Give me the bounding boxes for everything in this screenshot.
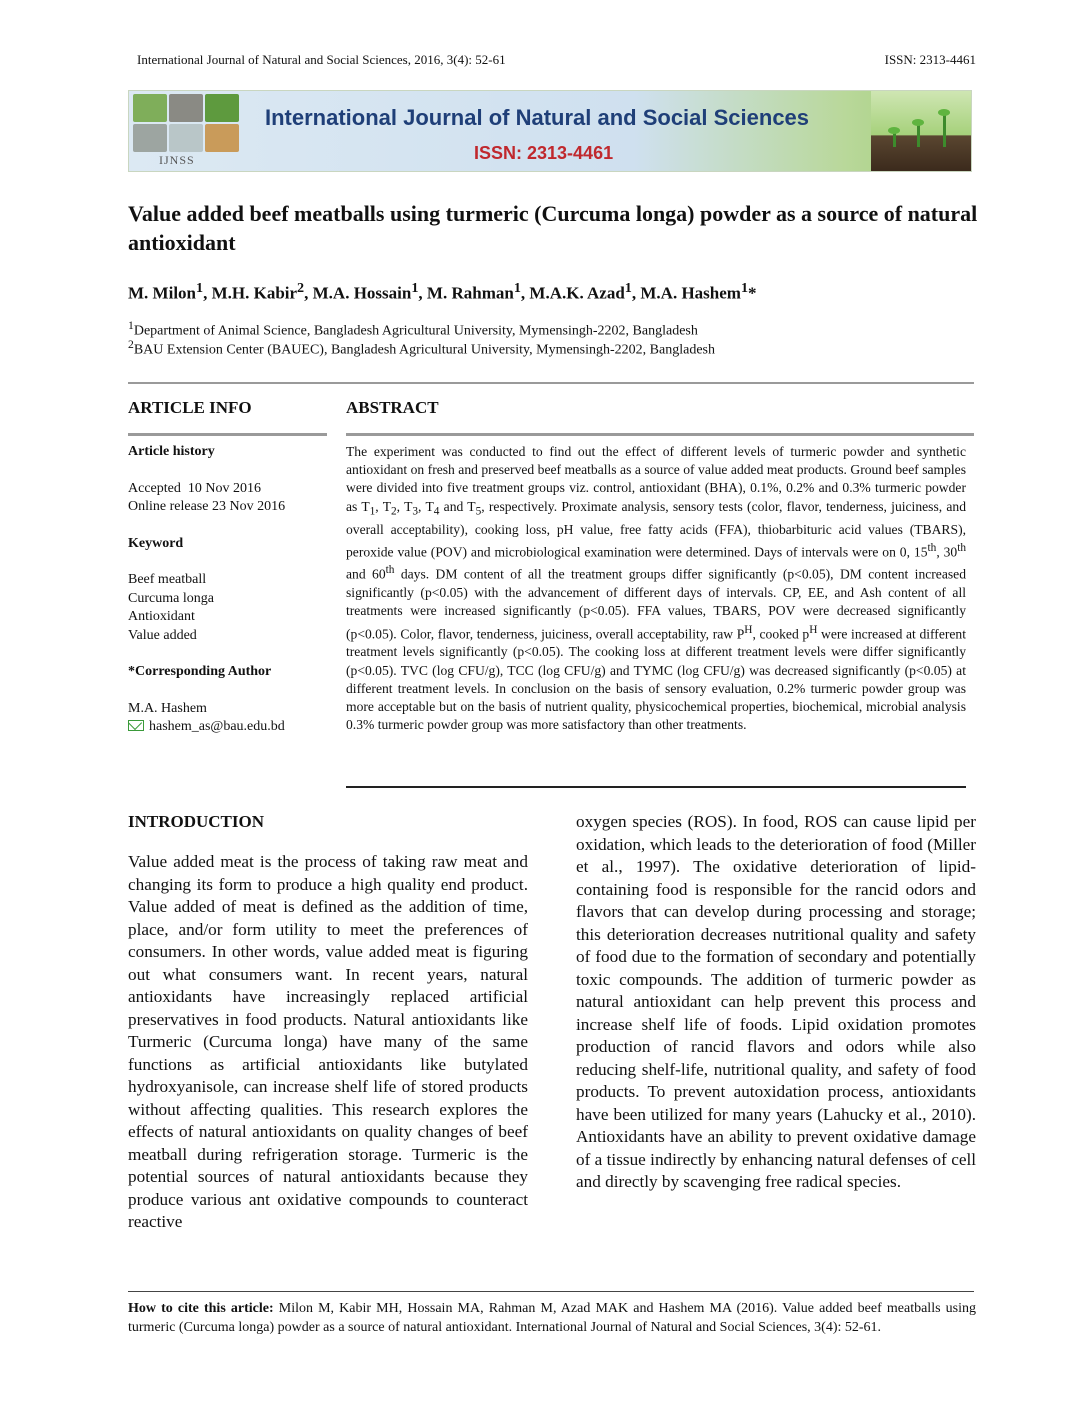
keyword-item: Antioxidant bbox=[128, 609, 195, 624]
affiliation-2-text: BAU Extension Center (BAUEC), Bangladesh Agricultural University, Mymensingh-2202, Bangladesh bbox=[133, 342, 715, 358]
abstract-heading: ABSTRACT bbox=[346, 398, 439, 417]
abstract-text: The experiment was conducted to find out the effect of different levels of turmeric powder and synthetic antioxidant on fresh and preserved beef meatballs as a source of value added meat products. Ground beef samples were divided into five treatment groups viz. control, antioxidant (BHA), 0.1%, 0.2% and 0.3% turmeric powder as $T_1$, $T_2$, $T_3$, $T_4$ and $T_5$, respectively. Proximate analysis, sensory tests (color, flavor, tenderness, juiciness, and overall acceptability), cooking loss, pH value, free fatty acids (FFA), thiobarbituric acid values (TBARS), peroxide value (POV) and microbiological examination were determined. Days of intervals were on 0, 15th, 30th and 60th days. DM content of all the treatment groups differ significantly (p<0.05), DM content increased significantly (p<0.05) with the advancement of different days of intervals. CP, EE, and Ash content of all treatments were increased significantly (p<0.05). FFA values, TBARS, POV were decreased significantly (p<0.05). Color, flavor, tenderness, juiciness, overall acceptability, raw $P^H$, cooked $p^H$ were increased at different treatment levels significantly (p<0.05). The cooking loss at different treatment levels were differ significantly (p<0.05). TVC (log CFU/g), TCC (log CFU/g) and TYMC (log CFU/g) was decreased significantly (p<0.05) at different treatment levels. In conclusion on the basis of sensory evaluation, 0.2% turmeric powder group was more acceptable but on the basis of nutrient quality, physicochemical properties, biochemical, microbial analysis 0.3% turmeric powder group was more satisfactory than other treatments. bbox=[346, 444, 967, 733]
affiliation-2: $^2$BAU Extension Center (BAUEC), Bangladesh Agricultural University, Mymensingh-2202, Bangladesh bbox=[128, 338, 715, 358]
keyword-item: Beef meatball bbox=[128, 572, 207, 587]
banner-issn: ISSN: 2313-4461 bbox=[474, 143, 614, 163]
abstract-end-rule bbox=[346, 786, 966, 788]
divider-top bbox=[128, 382, 974, 384]
corresponding-heading: *Corresponding Author bbox=[128, 664, 272, 679]
corresponding-name: M.A. Hashem bbox=[128, 700, 207, 716]
article-title: Value added beef meatballs using turmeric (Curcuma longa) powder as a source of natural antioxidant bbox=[128, 201, 978, 255]
banner-sprouts-image bbox=[871, 91, 971, 171]
introduction-right-column: oxygen species (ROS). In food, ROS can cause lipid per oxidation, which leads to the deterioration of food (Miller et al., 1997). The oxidative deterioration of lipid-containing food is responsible for the rancid odors and flavors that can develop during processing and storage; this deterioration decreases nutritional quality and safety of food due to the formation of secondary and potentially toxic compounds. The addition of turmeric powder as natural antioxidant can help prevent this process and increase shelf life of foods. Lipid oxidation promotes production of rancid flavors and odors while also reducing shelf-life, nutritional quality, and safety of food products. To prevent autoxidation process, antioxidants have been utilized for many years (Lahucky et al., 2010). Antioxidants have an ability to prevent oxidative damage of a tissue indirectly by enhancing natural defenses of cell and directly by scavenging free radical species. bbox=[576, 812, 976, 1191]
article-info-heading: ARTICLE INFO bbox=[128, 398, 252, 417]
banner-logo-text: IJNSS bbox=[159, 153, 195, 167]
journal-banner bbox=[128, 90, 972, 172]
running-head-journal: International Journal of Natural and Social Sciences, 2016, 3(4): 52-61 bbox=[137, 52, 506, 67]
online-release-date: Online release 23 Nov 2016 bbox=[128, 499, 286, 514]
affiliation-1: $^1$Department of Animal Science, Bangladesh Agricultural University, Mymensingh-2202, Bangladesh bbox=[128, 319, 698, 339]
history-heading: Article history bbox=[128, 444, 215, 459]
keyword-heading: Keyword bbox=[128, 535, 184, 551]
abstract-rule bbox=[346, 433, 974, 436]
running-head-issn: ISSN: 2313-4461 bbox=[884, 52, 976, 67]
email-icon bbox=[128, 720, 144, 731]
author-list: M. Milon$^1$, M.H. Kabir$^2$, M.A. Hossain$^1$, M. Rahman$^1$, M.A.K. Azad$^1$, M.A. Hashem$^1$* bbox=[128, 280, 757, 303]
introduction-left-column: Value added meat is the process of taking raw meat and changing its form to produce a high quality end product. Value added of meat is defined as the addition of time, place, and/or form utility to meet the preferences of consumers. In other words, value added meat is figuring out what consumers want. In recent years, natural antioxidants have increasingly replaced artificial preservatives in food products. Natural antioxidants like Turmeric (Curcuma longa) have many of the same functions as artificial antioxidants like butylated hydroxyanisole, can increase shelf life of stored products without affecting qualities. This research explores the effects of natural antioxidants on quality changes of beef meatball during refrigeration storage. Turmeric is the potential sources of natural antioxidants because they produce various ant oxidative compounds to counteract reactive bbox=[128, 852, 528, 1231]
banner-journal-title: International Journal of Natural and Social Sciences bbox=[265, 105, 810, 130]
citation-note bbox=[128, 1300, 976, 1337]
citation-label: How to cite this article: bbox=[128, 1301, 274, 1316]
affiliation-1-text: Department of Animal Science, Bangladesh Agricultural University, Mymensingh-2202, Bangladesh bbox=[133, 323, 698, 339]
article-info-panel bbox=[128, 443, 328, 737]
corresponding-email-row bbox=[128, 718, 328, 737]
corresponding-email[interactable]: hashem_as@bau.edu.bd bbox=[149, 719, 285, 734]
footnote-rule bbox=[128, 1291, 974, 1292]
keyword-item: Curcuma longa bbox=[128, 590, 214, 606]
accepted-date: Accepted 10 Nov 2016 bbox=[128, 480, 261, 496]
article-info-rule bbox=[128, 433, 327, 436]
banner-collage-image bbox=[133, 94, 239, 152]
introduction-heading: INTRODUCTION bbox=[128, 812, 265, 831]
citation-text: Milon M, Kabir MH, Hossain MA, Rahman M, Azad MAK and Hashem MA (2016). Value added beef meatballs using turmeric (Curcuma longa) powder as a source of natural antioxidant. International Journal of Natural and Social Sciences, 3(4): 52-61. bbox=[128, 1301, 976, 1335]
keyword-item: Value added bbox=[128, 627, 197, 643]
